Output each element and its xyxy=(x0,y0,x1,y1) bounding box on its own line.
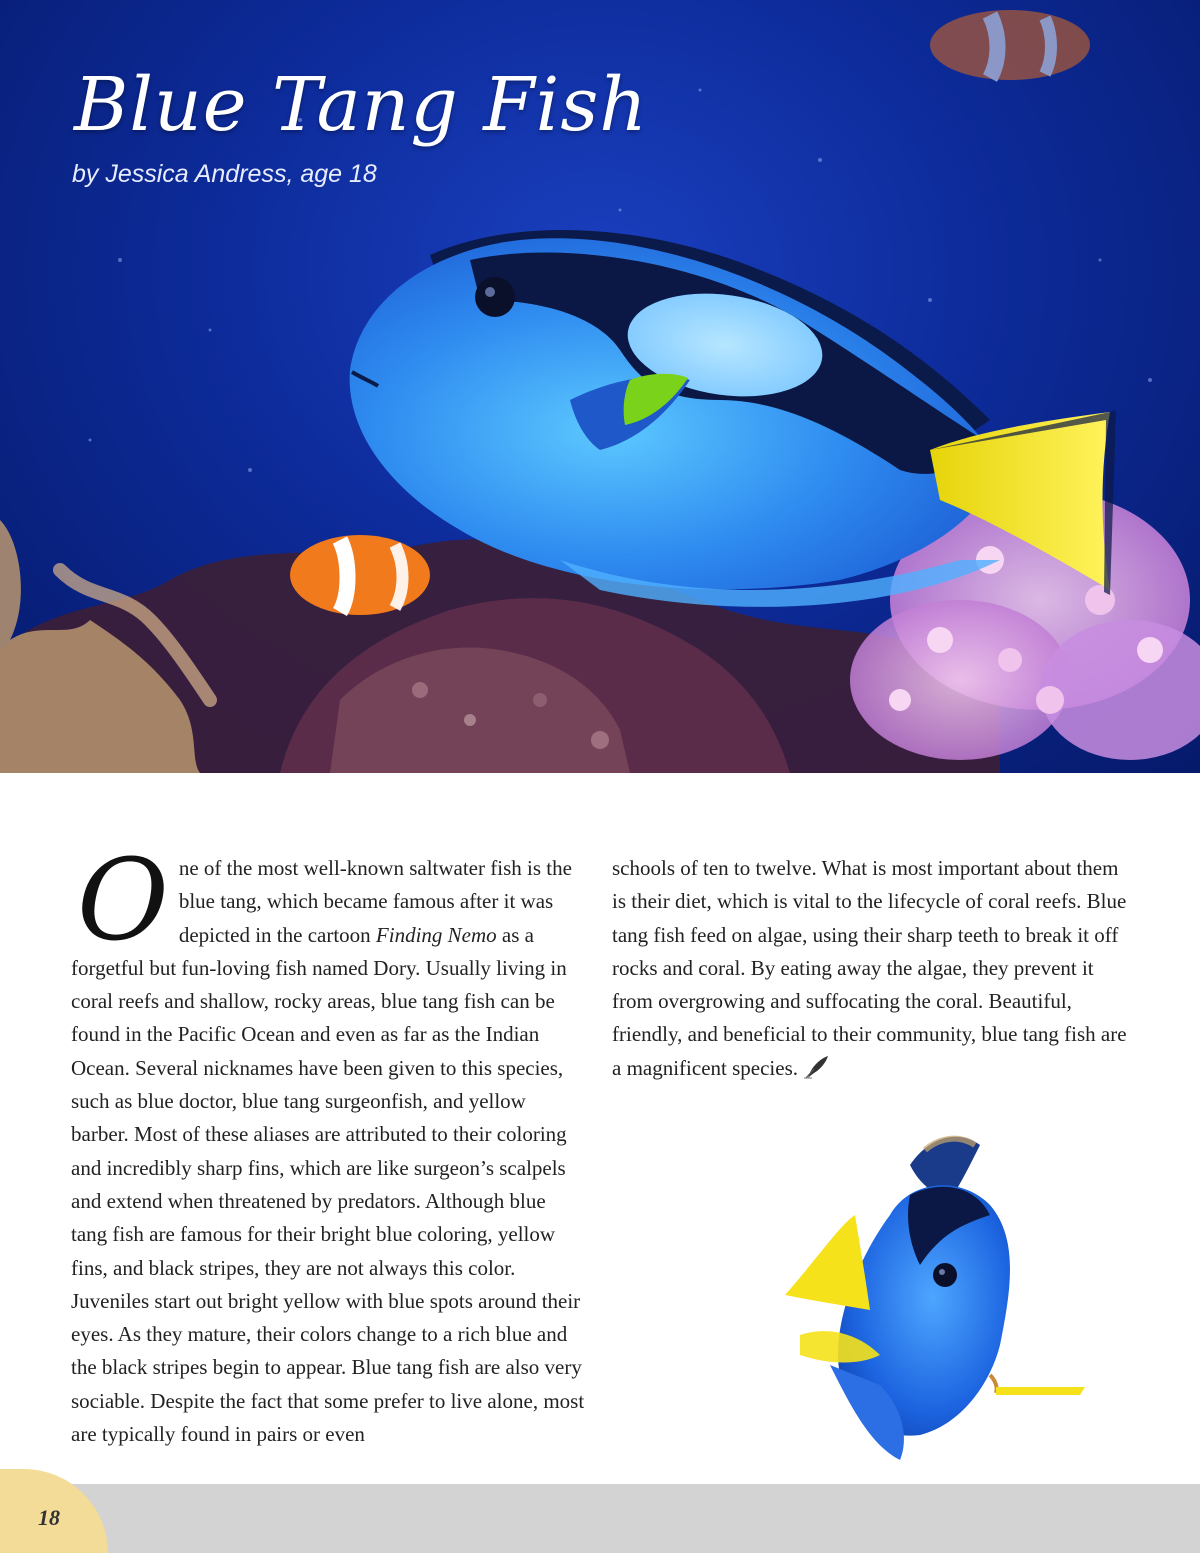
clownfish-left xyxy=(290,535,430,615)
paragraph-2 xyxy=(612,852,1128,1085)
blue-tang-fish-illustration xyxy=(760,1125,1100,1475)
paragraph-2-text: schools of ten to twelve. What is most important about them is their diet, which is vital to the lifecycle of coral reefs. Blue tang fish feed on algae, using their sharp teeth to break it off rocks and coral. By eating away the algae, they prevent it from overgrowing and suffocating the coral. Beautiful, friendly, and beneficial to their community, blue tang fish are a magnificent species. xyxy=(612,856,1127,1080)
film-title: Finding Nemo xyxy=(375,922,497,947)
footer-bar xyxy=(0,1484,1200,1553)
paragraph-1-part-a: ne of the most well-known saltwater fish is the blue tang, which became famous after it was depicted in the cartoon xyxy=(178,856,572,947)
article-column-left xyxy=(71,836,587,1451)
hero-photo xyxy=(0,0,1200,773)
drop-cap: O xyxy=(77,836,169,966)
page-number: 18 xyxy=(38,1505,60,1530)
quill-pen-icon xyxy=(804,1055,830,1079)
paragraph-1 xyxy=(71,836,587,1451)
article-title: Blue Tang Fish xyxy=(74,62,648,148)
article-column-right xyxy=(612,852,1128,1085)
clownfish-top-right xyxy=(930,10,1090,80)
byline: by Jessica Andress, age 18 xyxy=(72,160,377,188)
paragraph-1-part-b: as a forgetful but fun-loving fish named Dory. Usually living in coral reefs and shallow, rocky areas, blue tang fish can be found in the Pacific Ocean and even as far as the Indian Ocean. Several nicknames have been given to this species, such as blue doctor, blue tang surgeonfish, and yellow barber. Most of these aliases are attributed to their coloring and incredibly sharp fins, which are like surgeon’s scalpels and extend when threatened by predators. Although blue tang fish are famous for their bright blue coloring, yellow fins, and black stripes, they are not always this color. Juveniles start out bright yellow with blue spots around their eyes. As they mature, their colors change to a rich blue and the black stripes begin to appear. Blue tang fish are also very sociable. Despite the fact that some prefer to live alone, most are typically found in pairs or even xyxy=(71,922,585,1447)
